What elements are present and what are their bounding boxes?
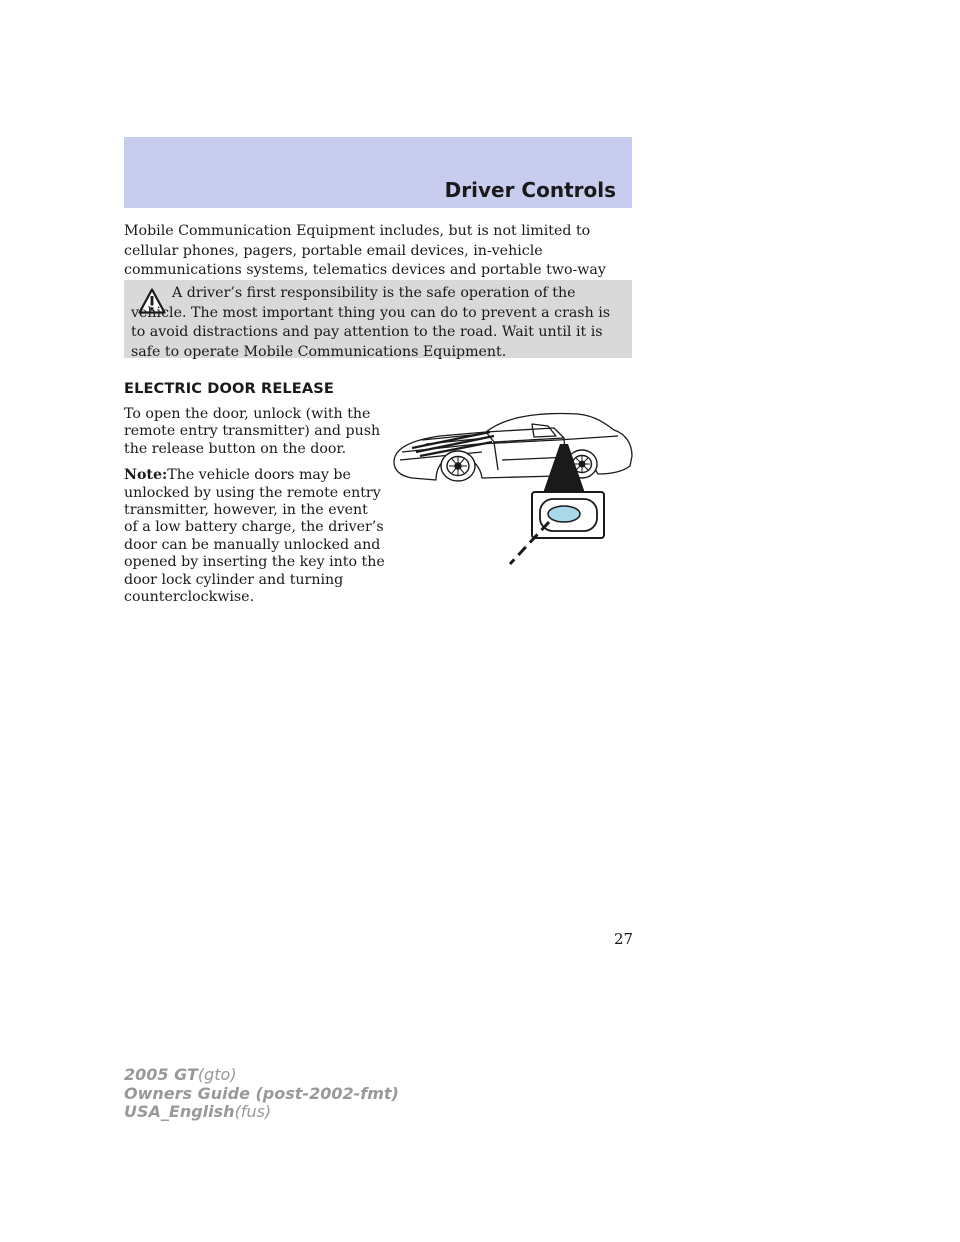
section-title: Driver Controls [444, 178, 616, 202]
page-number: 27 [614, 930, 634, 948]
section-heading: ELECTRIC DOOR RELEASE [124, 380, 334, 397]
footer-line-1: 2005 GT(gto) [124, 1065, 237, 1084]
intro-paragraph: Mobile Communication Equipment includes, but is not limited to cellular phones, pagers, portable email devices, in-vehicle communications systems, telematics devices and portable two-way [124, 223, 606, 279]
door-release-illustration [382, 404, 642, 572]
note-paragraph [124, 467, 386, 606]
warning-box [124, 280, 632, 358]
car-front-wheel [441, 451, 475, 481]
release-button [548, 506, 580, 522]
footer-line-3: USA_English(fus) [124, 1102, 272, 1121]
document-footer [124, 1066, 399, 1122]
warning-text: A driver’s first responsibility is the safe operation of the vehicle. The most important thing you can do to prevent a crash is to avoid distractions and pay attention to the road. Wait until it is safe to operate Mobile Communications Equipment. [131, 285, 611, 360]
section-body [124, 406, 386, 615]
dashed-pointer-line [510, 522, 549, 564]
section-header-band [124, 137, 632, 208]
door-release-paragraph: To open the door, unlock (with the remote entry transmitter) and push the release button on the door. [124, 406, 381, 457]
footer-line-2: Owners Guide (post-2002-fmt) [124, 1083, 399, 1103]
note-label: Note: [124, 467, 168, 484]
note-text: The vehicle doors may be unlocked by using the remote entry transmitter, however, in the event of a low battery charge, the driver’s door can be manually unlocked and opened by inserting the key into the door lock cylinder and turning counterclockwise. [124, 467, 385, 606]
